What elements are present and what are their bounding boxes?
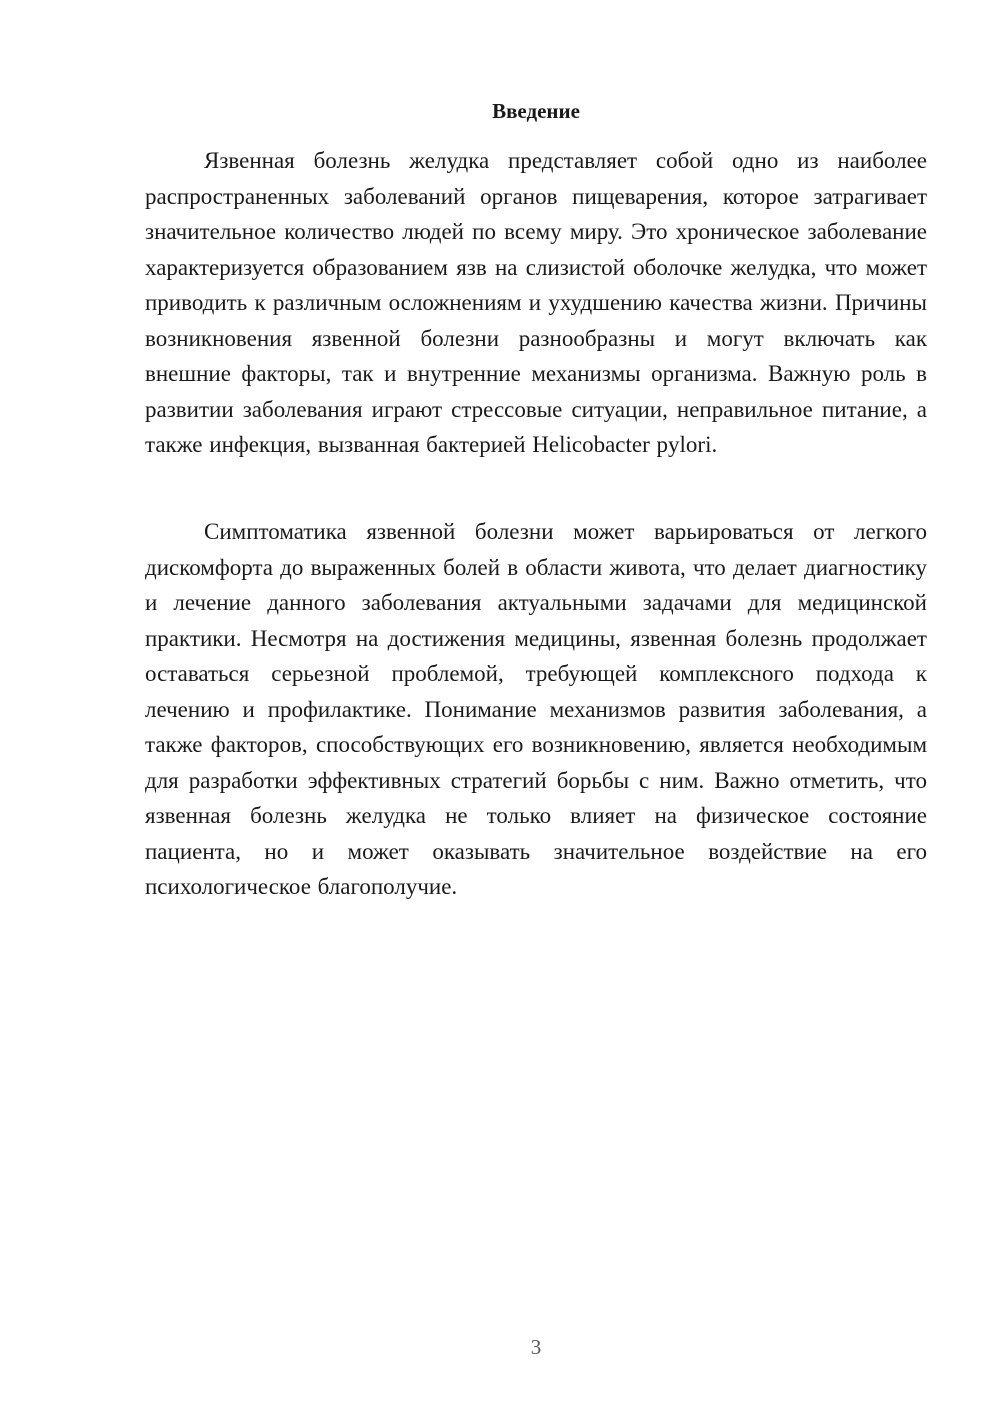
page-number: 3 bbox=[530, 1335, 542, 1359]
intro-paragraph-2: Симптоматика язвенной болезни может варьироваться от легкого дискомфорта до выраженных болей в области живота, что делает диагностику и лечение данного заболевания актуальными задачами для медицинской практики. Несмотря на достижения медицины, язвенная болезнь продолжает оставаться серьезной проблемой, требующей комплексного подхода к лечению и профилактике. Понимание механизмов развития заболевания, а также факторов, способствующих его возникновению, является необходимым для разработки эффективных стратегий борьбы с ним. Важно отметить, что язвенная болезнь желудка не только влияет на физическое состояние пациента, но и может оказывать значительное воздействие на его психологическое благополучие. bbox=[145, 519, 927, 899]
intro-paragraph-1: Язвенная болезнь желудка представляет собой одно из наиболее распространенных заболеваний органов пищеварения, которое затрагивает значительное количество людей по всему миру. Это хроническое заболевание характеризуется образованием язв на слизистой оболочке желудка, что может приводить к различным осложнениям и ухудшению качества жизни. Причины возникновения язвенной болезни разнообразны и могут включать как внешние факторы, так и внутренние механизмы организма. Важную роль в развитии заболевания играют стрессовые ситуации, неправильное питание, а также инфекция, вызванная бактерией Helicobacter pylori. bbox=[145, 148, 927, 457]
section-title: Введение bbox=[492, 99, 580, 123]
